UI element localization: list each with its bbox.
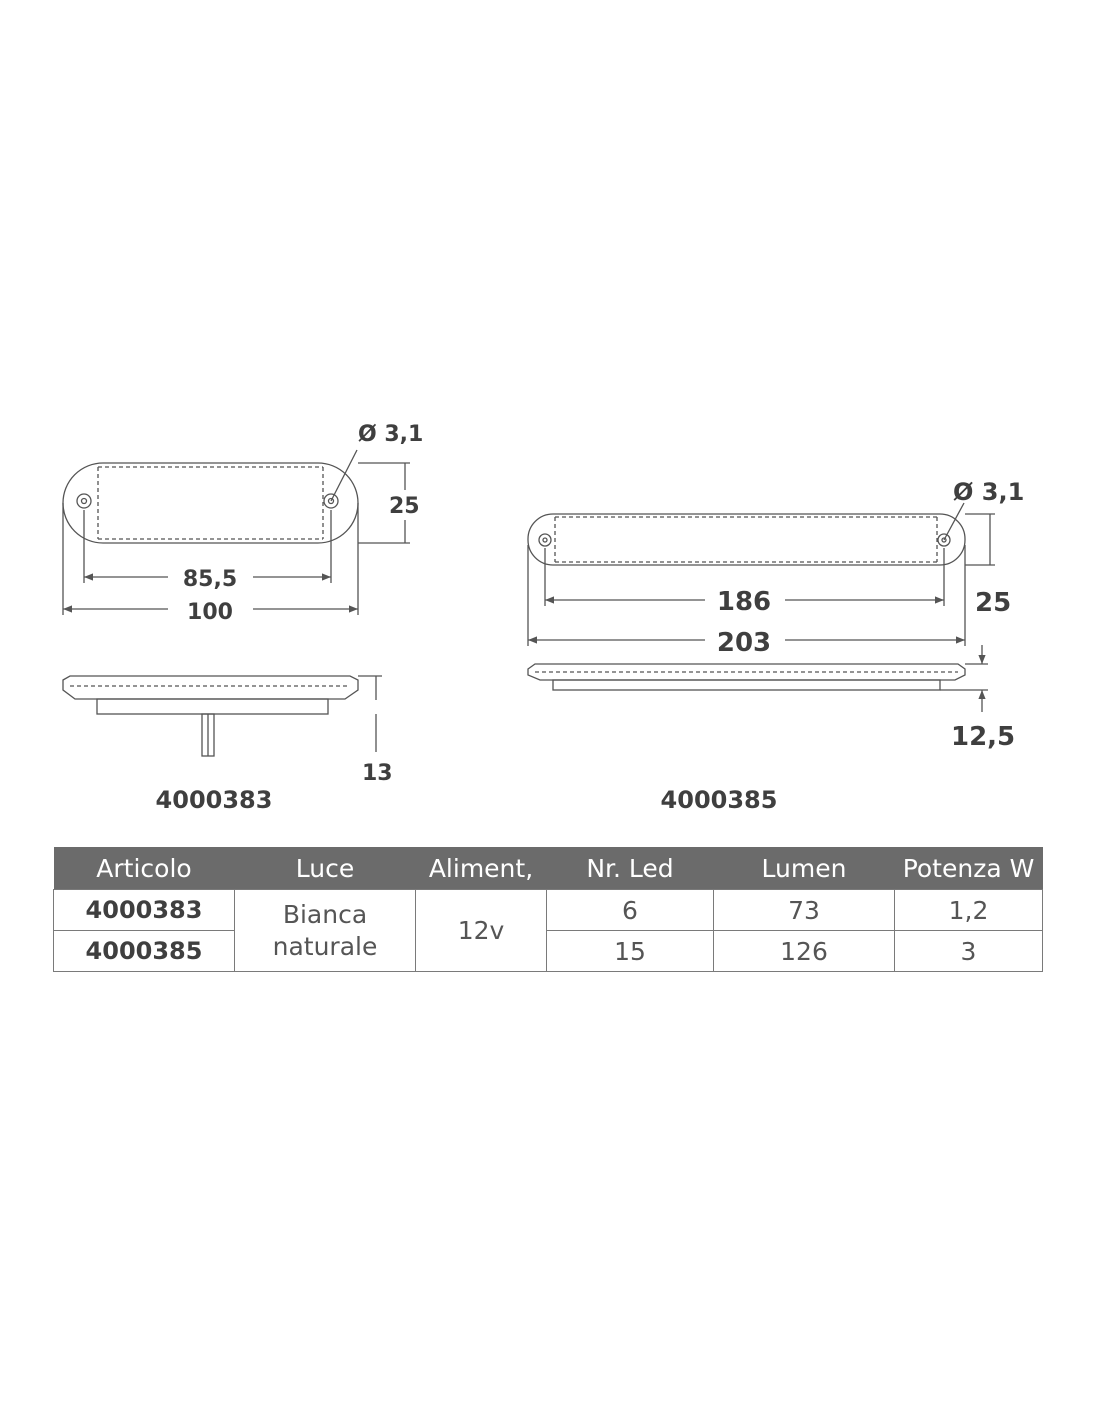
header-nr-led: Nr. Led bbox=[547, 847, 714, 890]
cell-articolo: 4000385 bbox=[54, 931, 235, 972]
cell-lumen: 126 bbox=[714, 931, 895, 972]
dim-length-4000385: 203 bbox=[716, 628, 772, 658]
cell-potenza: 3 bbox=[895, 931, 1043, 972]
product-code-4000385: 4000385 bbox=[660, 786, 778, 814]
header-articolo: Articolo bbox=[54, 847, 235, 890]
cell-aliment: 12v bbox=[416, 890, 547, 972]
product-4000385-top-view bbox=[528, 503, 995, 646]
cell-nr-led: 6 bbox=[547, 890, 714, 931]
dim-height-4000383: 25 bbox=[389, 494, 420, 519]
dim-hole-spacing-4000383: 85,5 bbox=[182, 567, 238, 592]
product-code-4000383: 4000383 bbox=[155, 786, 273, 814]
spec-table bbox=[53, 847, 1043, 972]
header-potenza: Potenza W bbox=[895, 847, 1043, 890]
cell-luce bbox=[235, 890, 416, 972]
cell-lumen: 73 bbox=[714, 890, 895, 931]
table-row bbox=[54, 890, 1043, 931]
dim-length-4000383: 100 bbox=[187, 600, 233, 625]
header-aliment: Aliment, bbox=[416, 847, 547, 890]
cell-potenza: 1,2 bbox=[895, 890, 1043, 931]
dim-height-4000385: 25 bbox=[975, 588, 1012, 618]
mounting-hole-left bbox=[77, 494, 91, 508]
dim-hole-diameter-4000385: Ø 3,1 bbox=[953, 478, 1025, 506]
dim-hole-spacing-4000385: 186 bbox=[716, 587, 772, 617]
product-4000383-side-view bbox=[63, 676, 382, 756]
cell-articolo: 4000383 bbox=[54, 890, 235, 931]
dim-thickness-4000383: 13 bbox=[362, 761, 393, 786]
cell-luce-line-2: naturale bbox=[272, 931, 378, 961]
cell-luce-line-1: Bianca bbox=[282, 899, 368, 929]
dim-thickness-4000385: 12,5 bbox=[951, 722, 1016, 752]
table-row bbox=[54, 931, 1043, 972]
mounting-hole-left bbox=[539, 534, 551, 546]
cell-nr-led: 15 bbox=[547, 931, 714, 972]
table-header-row bbox=[54, 847, 1043, 890]
header-lumen: Lumen bbox=[714, 847, 895, 890]
dim-hole-diameter-4000383: Ø 3,1 bbox=[358, 422, 424, 447]
header-luce: Luce bbox=[235, 847, 416, 890]
